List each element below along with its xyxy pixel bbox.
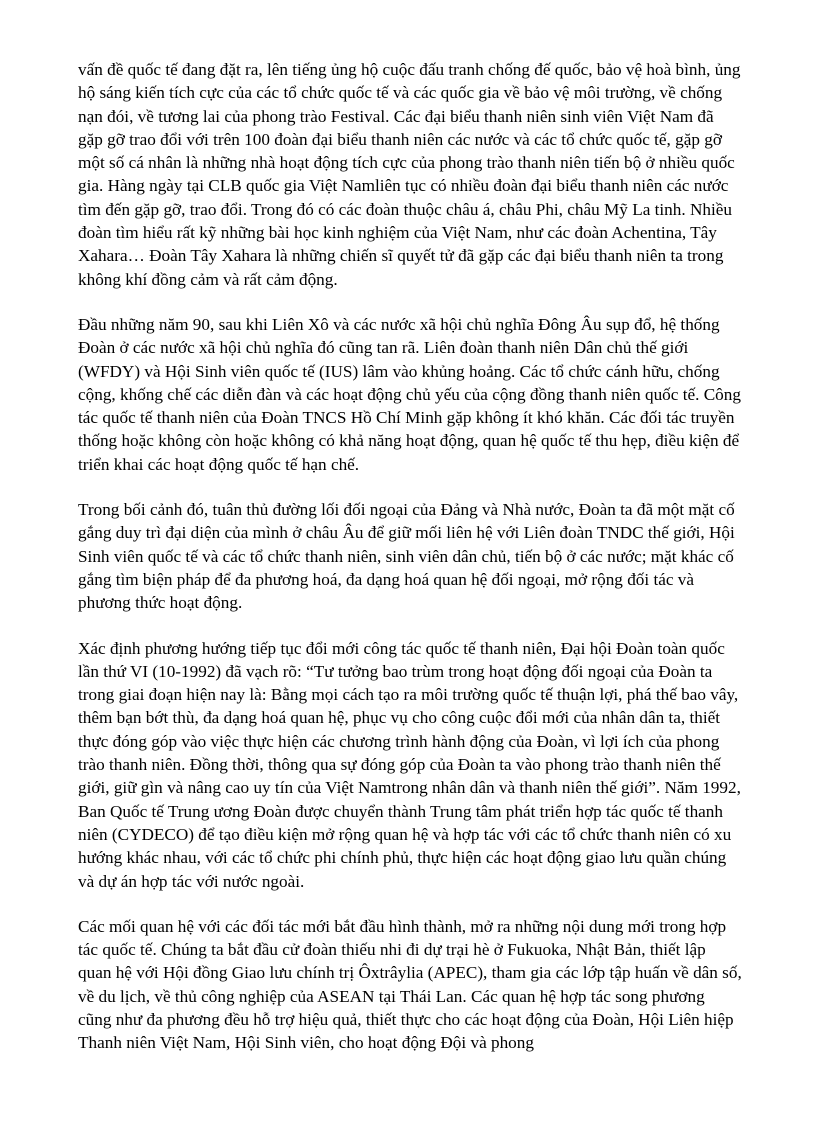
paragraph-3: Trong bối cảnh đó, tuân thủ đường lối đối ngoại của Đảng và Nhà nước, Đoàn ta đã một mặt cố gắng duy trì đại diện của mình ở châu Âu để giữ mối liên hệ với Liên đoàn TNDC thế giới, Hội Sinh viên quốc tế và các tổ chức thanh niên, sinh viên dân chủ, tiến bộ ở các nước; mặt khác cố gắng tìm biện pháp để đa phương hoá, đa dạng hoá quan hệ đối ngoại, mở rộng đối tác và phương thức hoạt động. [78,500,735,613]
paragraph-4: Xác định phương hướng tiếp tục đổi mới công tác quốc tế thanh niên, Đại hội Đoàn toàn quốc lần thứ VI (10-1992) đã vạch rõ: “Tư tưởng bao trùm trong hoạt động đối ngoại của Đoàn ta trong giai đoạn hiện nay là: Bằng mọi cách tạo ra môi trường quốc tế thuận lợi, phá thế bao vây, thêm bạn bớt thù, đa dạng hoá quan hệ, phục vụ cho công cuộc đổi mới của nhân dân ta, thiết thực đóng góp vào việc thực hiện các chương trình hành động của Đoàn, vì lợi ích của phong trào thanh niên. Đồng thời, thông qua sự đóng góp của Đoàn ta vào phong trào thanh niên thế giới, giữ gìn và nâng cao uy tín của Việt Namtrong nhân dân và thanh niên thế giới”. Năm 1992, Ban Quốc tế Trung ương Đoàn được chuyển thành Trung tâm phát triển hợp tác quốc tế thanh niên (CYDECO) để tạo điều kiện mở rộng quan hệ và hợp tác với các tổ chức thanh niên có xu hướng khác nhau, với các tổ chức phi chính phủ, thực hiện các hoạt động giao lưu quần chúng và dự án hợp tác với nước ngoài. [78,638,741,891]
paragraph-2: Đầu những năm 90, sau khi Liên Xô và các nước xã hội chủ nghĩa Đông Âu sụp đổ, hệ thống Đoàn ở các nước xã hội chủ nghĩa đó cũng tan rã. Liên đoàn thanh niên Dân chủ thế giới (WFDY) và Hội Sinh viên quốc tế (IUS) lâm vào khủng hoảng. Các tổ chức cánh hữu, chống cộng, khống chế các diễn đàn và các hoạt động chủ yếu của cộng đồng thanh niên quốc tế. Công tác quốc tế thanh niên của Đoàn TNCS Hồ Chí Minh gặp không ít khó khăn. Các đối tác truyền thống hoặc không còn hoặc không có khả năng hoạt động, quan hệ quốc tế thu hẹp, điều kiện để triển khai các hoạt động quốc tế hạn chế. [78,314,741,474]
paragraph-1: vấn đề quốc tế đang đặt ra, lên tiếng ủng hộ cuộc đấu tranh chống đế quốc, bảo vệ hoà bình, ủng hộ sáng kiến tích cực của các tổ chức quốc tế và các quốc gia về bảo vệ môi trường, về chống nạn đói, về tương lai của phong trào Festival. Các đại biểu thanh niên sinh viên Việt Nam đã gặp gỡ trao đổi với trên 100 đoàn đại biểu thanh niên các nước và các tổ chức quốc tế, gặp gỡ một số cá nhân là những nhà hoạt động tích cực của phong trào thanh niên tiến bộ ở nhiều quốc gia. Hàng ngày tại CLB quốc gia Việt Namliên tục có nhiều đoàn đại biểu thanh niên các nước tìm đến gặp gỡ, trao đổi. Trong đó có các đoàn thuộc châu á, châu Phi, châu Mỹ La tinh. Nhiều đoàn tìm hiểu rất kỹ những bài học kinh nghiệm của Việt Nam, như các đoàn Achentina, Tây Xahara… Đoàn Tây Xahara là những chiến sĩ quyết tử đã gặp các đại biểu thanh niên ta trong không khí đồng cảm và rất cảm động. [78,60,741,289]
paragraph-5: Các mối quan hệ với các đối tác mới bắt đầu hình thành, mở ra những nội dung mới trong hợp tác quốc tế. Chúng ta bắt đầu cử đoàn thiếu nhi đi dự trại hè ở Fukuoka, Nhật Bản, thiết lập quan hệ với Hội đồng Giao lưu chính trị Ôxtrâylia (APEC), tham gia các lớp tập huấn về dân số, về du lịch, về thủ công nghiệp của ASEAN tại Thái Lan. Các quan hệ hợp tác song phương cũng như đa phương đều hỗ trợ hiệu quả, thiết thực cho các hoạt động của Đoàn, Hội Liên hiệp Thanh niên Việt Nam, Hội Sinh viên, cho hoạt động Đội và phong [78,916,742,1053]
document-page [78,58,742,1055]
